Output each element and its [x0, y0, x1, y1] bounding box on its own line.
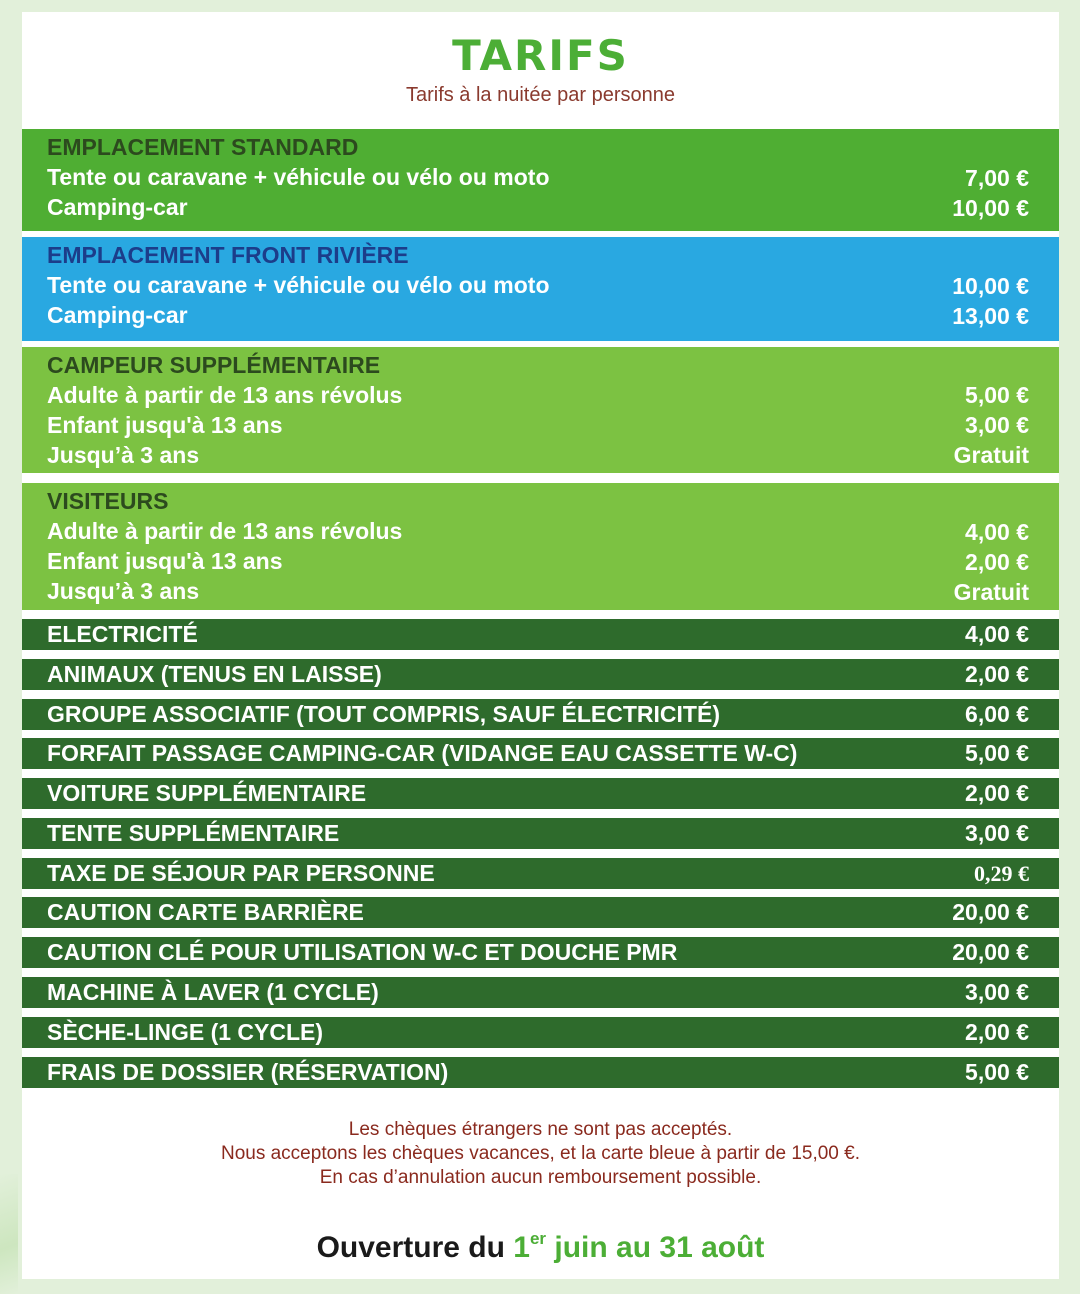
row-price: 4,00 €: [965, 621, 1029, 647]
row-label: ANIMAUX (TENUS EN LAISSE): [47, 661, 382, 687]
section-emplacement-front-riviere: [22, 237, 1059, 341]
price-row: [47, 380, 1029, 410]
row-price: 3,00 €: [965, 979, 1029, 1005]
opening-day-number: 1: [513, 1231, 530, 1264]
price-row: [47, 270, 1029, 300]
extra-row-frais-de-dossier: [22, 1057, 1059, 1088]
payment-notes: [22, 1118, 1059, 1190]
decorative-corner: [0, 1174, 18, 1294]
row-label: Adulte à partir de 13 ans révolus: [47, 518, 403, 544]
row-price: 10,00 €: [952, 273, 1029, 299]
note-line: Les chèques étrangers ne sont pas acceptés.: [348, 1119, 733, 1140]
row-price: 3,00 €: [965, 820, 1029, 846]
row-label: Tente ou caravane + véhicule ou vélo ou moto: [47, 272, 550, 298]
row-label: GROUPE ASSOCIATIF (TOUT COMPRIS, SAUF ÉLECTRICITÉ): [47, 701, 720, 727]
row-label: Adulte à partir de 13 ans révolus: [47, 382, 403, 408]
price-row: [47, 410, 1029, 440]
row-label: FRAIS DE DOSSIER (RÉSERVATION): [47, 1059, 449, 1085]
row-price: Gratuit: [953, 442, 1029, 468]
extra-row-seche-linge: [22, 1017, 1059, 1048]
price-row: [47, 440, 1029, 470]
price-row: [47, 162, 1029, 192]
page-title: TARIFS: [452, 31, 629, 80]
row-price: 2,00 €: [965, 780, 1029, 806]
row-price: 0,29 €: [974, 860, 1029, 886]
row-label: MACHINE À LAVER (1 CYCLE): [47, 979, 379, 1005]
price-row: [47, 546, 1029, 576]
opening-rest: juin au 31 août: [554, 1231, 765, 1264]
row-label: Enfant jusqu'à 13 ans: [47, 412, 283, 438]
row-price: 7,00 €: [965, 165, 1029, 191]
tariff-card: [22, 12, 1059, 1279]
row-price: 20,00 €: [952, 899, 1029, 925]
extra-row-groupe-associatif: [22, 699, 1059, 730]
row-price: 20,00 €: [952, 939, 1029, 965]
section-heading: EMPLACEMENT STANDARD: [47, 134, 359, 160]
extra-row-machine-a-laver: [22, 977, 1059, 1008]
extra-row-electricite: [22, 619, 1059, 650]
page-subtitle: Tarifs à la nuitée par personne: [405, 84, 676, 106]
extra-row-caution-cle: [22, 937, 1059, 968]
row-label: CAUTION CARTE BARRIÈRE: [47, 899, 364, 925]
section-heading: CAMPEUR SUPPLÉMENTAIRE: [47, 352, 381, 378]
row-price: 2,00 €: [965, 549, 1029, 575]
price-row: [47, 576, 1029, 606]
row-label: Camping-car: [47, 302, 188, 328]
row-price: 13,00 €: [952, 303, 1029, 329]
row-label: Enfant jusqu'à 13 ans: [47, 548, 283, 574]
extra-row-tente-supplementaire: [22, 818, 1059, 849]
extra-row-forfait-camping-car: [22, 738, 1059, 769]
extra-row-animaux: [22, 659, 1059, 690]
row-label: Tente ou caravane + véhicule ou vélo ou moto: [47, 164, 550, 190]
row-label: FORFAIT PASSAGE CAMPING-CAR (VIDANGE EAU CASSETTE W-C): [47, 740, 798, 766]
row-label: Jusqu’à 3 ans: [47, 578, 200, 604]
row-price: 10,00 €: [952, 195, 1029, 221]
row-price: 4,00 €: [965, 519, 1029, 545]
section-emplacement-standard: [22, 129, 1059, 231]
row-price: 6,00 €: [965, 701, 1029, 727]
row-label: SÈCHE-LINGE (1 CYCLE): [47, 1019, 324, 1045]
extra-row-taxe-de-sejour: [22, 858, 1059, 889]
section-heading: EMPLACEMENT FRONT RIVIÈRE: [47, 242, 409, 268]
row-price: 5,00 €: [965, 382, 1029, 408]
row-price: 5,00 €: [965, 1059, 1029, 1085]
row-price: Gratuit: [953, 579, 1029, 605]
price-row: [47, 300, 1029, 330]
row-label: CAUTION CLÉ POUR UTILISATION W-C ET DOUCHE PMR: [47, 939, 678, 965]
row-price: 2,00 €: [965, 661, 1029, 687]
opening-day: [513, 1231, 546, 1264]
price-row: [47, 516, 1029, 546]
row-label: VOITURE SUPPLÉMENTAIRE: [47, 780, 367, 806]
section-heading: VISITEURS: [47, 488, 169, 514]
row-price: 5,00 €: [965, 740, 1029, 766]
opening-prefix: Ouverture du: [316, 1231, 505, 1264]
row-label: ELECTRICITÉ: [47, 621, 198, 647]
row-label: Camping-car: [47, 194, 188, 220]
row-price: 2,00 €: [965, 1019, 1029, 1045]
row-label: TAXE DE SÉJOUR PAR PERSONNE: [47, 860, 435, 886]
section-campeur-supplementaire: [22, 347, 1059, 473]
section-visiteurs: [22, 483, 1059, 610]
row-label: Jusqu’à 3 ans: [47, 442, 200, 468]
price-row: [47, 192, 1029, 222]
extra-row-voiture-supplementaire: [22, 778, 1059, 809]
note-line: Nous acceptons les chèques vacances, et la carte bleue à partir de 15,00 €.: [220, 1143, 860, 1164]
note-line: En cas d’annulation aucun remboursement possible.: [319, 1167, 762, 1188]
row-price: 3,00 €: [965, 412, 1029, 438]
extra-row-caution-carte-barriere: [22, 897, 1059, 928]
opening-period: [22, 1221, 1059, 1268]
row-label: TENTE SUPPLÉMENTAIRE: [47, 820, 340, 846]
opening-day-suffix: er: [529, 1229, 547, 1248]
